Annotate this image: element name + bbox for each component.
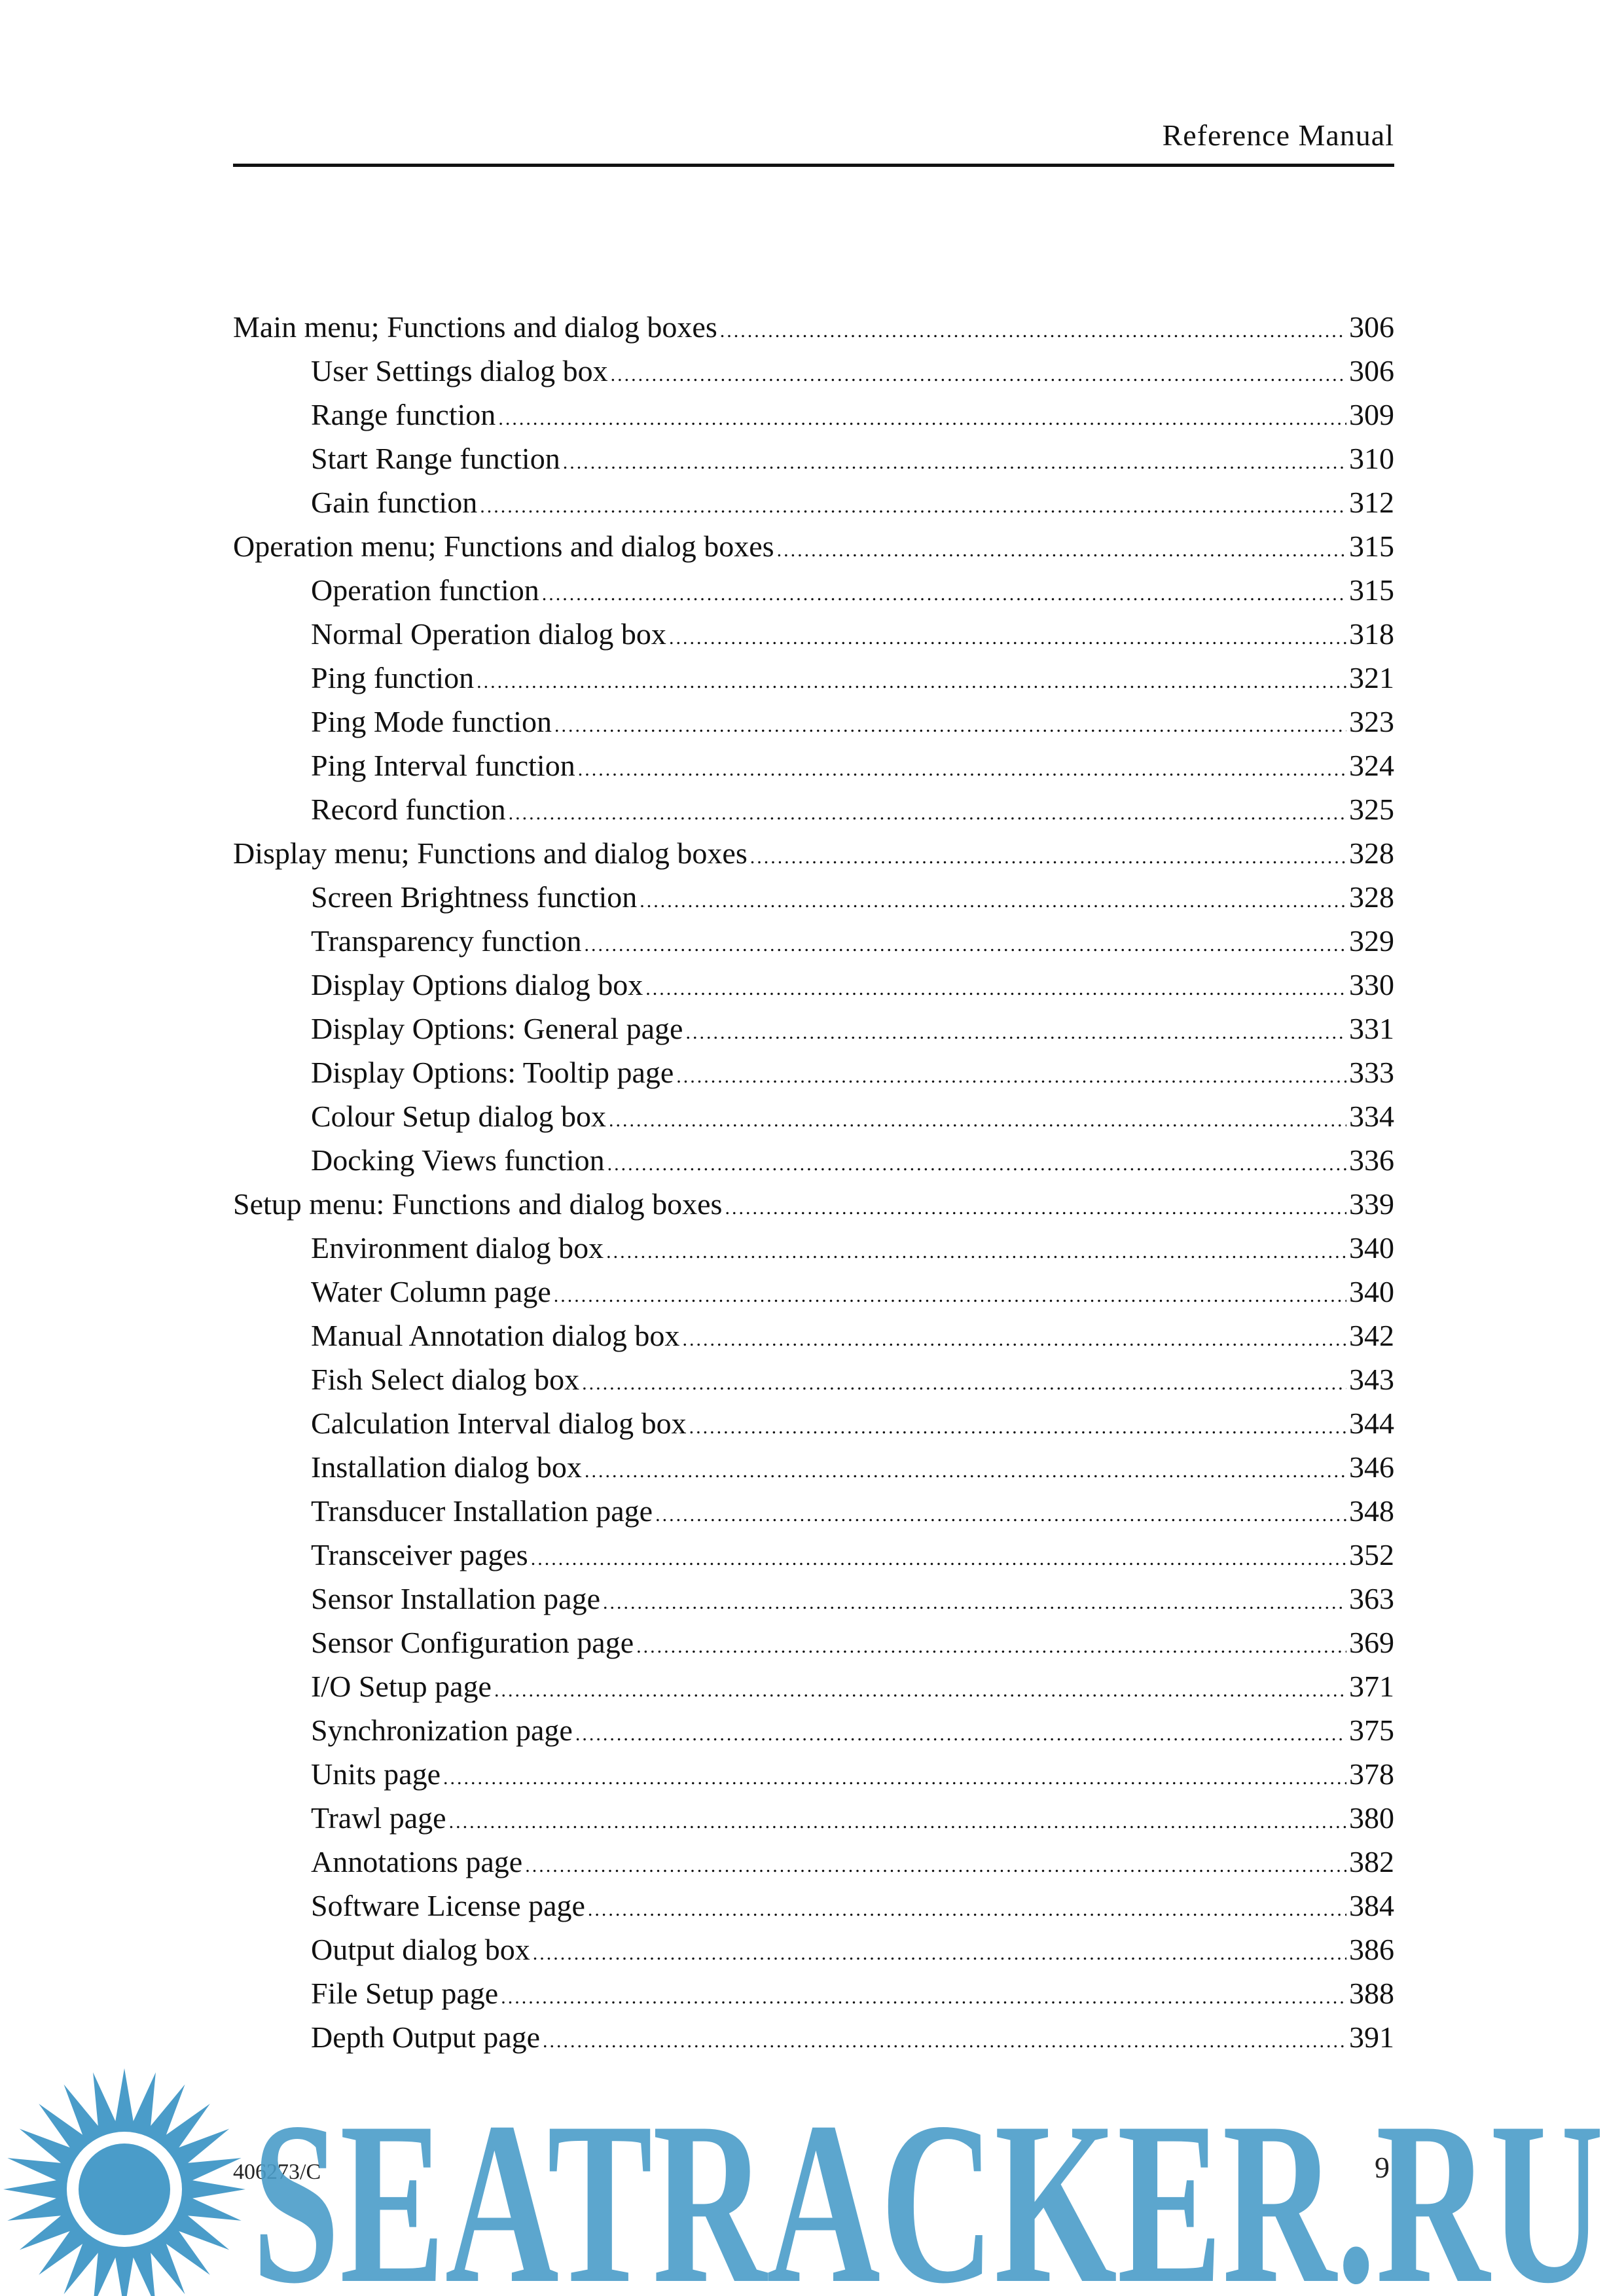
watermark-text: SEATRACKER.RU (252, 2074, 1604, 2296)
dot-leader (777, 528, 1346, 572)
toc-entry-page: 330 (1349, 968, 1394, 1001)
toc-entry[interactable] (233, 831, 1394, 875)
toc-entry-title: Software License page (311, 1889, 585, 1922)
toc-entry-title: Colour Setup dialog box (311, 1100, 607, 1133)
toc-entry[interactable] (233, 1182, 1394, 1226)
toc-entry-page: 346 (1349, 1450, 1394, 1484)
toc-entry-title: Annotations page (311, 1845, 523, 1878)
toc-entry-page: 378 (1349, 1757, 1394, 1791)
toc-entry-page: 391 (1349, 2020, 1394, 2054)
toc-entry-page: 352 (1349, 1538, 1394, 1571)
toc-entry[interactable] (233, 1708, 1394, 1752)
dot-leader (443, 1756, 1346, 1800)
toc-entry-page: 328 (1349, 836, 1394, 870)
toc-entry-page: 380 (1349, 1801, 1394, 1835)
dot-leader (501, 1975, 1346, 2019)
toc-entry[interactable] (233, 1314, 1394, 1357)
toc-entry-page: 321 (1349, 661, 1394, 694)
toc-entry[interactable] (233, 919, 1394, 963)
toc-entry-page: 340 (1349, 1231, 1394, 1265)
toc-entry[interactable] (233, 875, 1394, 919)
toc-entry-title: Transparency function (311, 924, 582, 958)
toc-entry[interactable] (233, 2015, 1394, 2059)
toc-entry-title: I/O Setup page (311, 1670, 492, 1703)
dot-leader (725, 1186, 1346, 1230)
dot-leader (498, 397, 1346, 440)
toc-entry-title: Display Options: General page (311, 1012, 683, 1045)
toc-entry[interactable] (233, 787, 1394, 831)
toc-entry-page: 344 (1349, 1407, 1394, 1440)
toc-entry-title: Start Range function (311, 442, 560, 475)
sunburst-core (79, 2144, 170, 2235)
toc-entry-title: Record function (311, 793, 506, 826)
toc-entry-title: Sensor Configuration page (311, 1626, 634, 1659)
toc-entry-title: Calculation Interval dialog box (311, 1407, 687, 1440)
toc-entry-page: 333 (1349, 1056, 1394, 1089)
toc-entry-title: Gain function (311, 486, 478, 519)
dot-leader (585, 1449, 1346, 1493)
document-code: 406273/C (233, 2160, 321, 2184)
toc-entry-page: 306 (1349, 354, 1394, 387)
toc-entry-page: 375 (1349, 1713, 1394, 1747)
toc-entry-page: 342 (1349, 1319, 1394, 1352)
toc-entry-page: 329 (1349, 924, 1394, 958)
toc-entry[interactable] (233, 568, 1394, 612)
toc-entry[interactable] (233, 524, 1394, 568)
toc-entry-page: 363 (1349, 1582, 1394, 1615)
dot-leader (682, 1318, 1346, 1361)
toc-entry-page: 323 (1349, 705, 1394, 738)
dot-leader (578, 747, 1346, 791)
dot-leader (542, 572, 1346, 616)
toc-entry-page: 306 (1349, 310, 1394, 344)
toc-entry-title: Environment dialog box (311, 1231, 604, 1265)
toc-entry-title: Installation dialog box (311, 1450, 582, 1484)
toc-entry-page: 348 (1349, 1494, 1394, 1528)
toc-entry-page: 309 (1349, 398, 1394, 431)
dot-leader (685, 1011, 1346, 1054)
dot-leader (640, 879, 1346, 923)
toc-entry-title: Trawl page (311, 1801, 446, 1835)
dot-leader (611, 353, 1346, 397)
toc-entry-page: 334 (1349, 1100, 1394, 1133)
dot-leader (689, 1405, 1346, 1449)
toc-entry[interactable] (233, 305, 1394, 349)
toc-entry-title: Range function (311, 398, 496, 431)
toc-entry[interactable] (233, 1796, 1394, 1840)
toc-entry-page: 315 (1349, 573, 1394, 607)
dot-leader (477, 660, 1346, 704)
toc-entry-title: Depth Output page (311, 2020, 541, 2054)
toc-entry-title: Output dialog box (311, 1933, 530, 1966)
toc-entry[interactable] (233, 1401, 1394, 1445)
page-number: 9 (1375, 2151, 1390, 2184)
toc-entry-title: Main menu; Functions and dialog boxes (233, 310, 717, 344)
running-header: Reference Manual (1162, 118, 1394, 152)
toc-entry-title: Water Column page (311, 1275, 551, 1308)
toc-entry-page: 324 (1349, 749, 1394, 782)
toc-entry-page: 318 (1349, 617, 1394, 651)
toc-entry[interactable] (233, 1840, 1394, 1884)
toc-entry[interactable] (233, 656, 1394, 700)
toc-entry-title: Ping Mode function (311, 705, 552, 738)
toc-entry-page: 310 (1349, 442, 1394, 475)
toc-entry-page: 384 (1349, 1889, 1394, 1922)
toc-entry-page: 386 (1349, 1933, 1394, 1966)
toc-entry-title: User Settings dialog box (311, 354, 608, 387)
toc-entry-page: 328 (1349, 880, 1394, 914)
toc-entry-page: 339 (1349, 1187, 1394, 1221)
dot-leader (525, 1844, 1346, 1888)
toc-entry-page: 340 (1349, 1275, 1394, 1308)
dot-leader (575, 1712, 1346, 1756)
toc-entry[interactable] (233, 1664, 1394, 1708)
toc-entry-page: 382 (1349, 1845, 1394, 1878)
toc-entry-title: Display Options: Tooltip page (311, 1056, 674, 1089)
toc-entry[interactable] (233, 1445, 1394, 1489)
toc-entry[interactable] (233, 1971, 1394, 2015)
dot-leader (606, 1230, 1346, 1274)
watermark-logo (0, 2055, 1624, 2296)
toc-entry-title: Manual Annotation dialog box (311, 1319, 680, 1352)
toc-entry-title: Synchronization page (311, 1713, 573, 1747)
dot-leader (563, 440, 1346, 484)
toc-entry-page: 388 (1349, 1977, 1394, 2010)
toc-entry-page: 371 (1349, 1670, 1394, 1703)
toc-entry-title: Operation menu; Functions and dialog boxes (233, 529, 774, 563)
toc-entry-title: Transducer Installation page (311, 1494, 653, 1528)
toc-entry[interactable] (233, 963, 1394, 1007)
toc-entry[interactable] (233, 1489, 1394, 1533)
toc-entry-title: Normal Operation dialog box (311, 617, 666, 651)
toc-entry[interactable] (233, 1138, 1394, 1182)
toc-entry[interactable] (233, 437, 1394, 480)
toc-entry-title: Ping Interval function (311, 749, 575, 782)
toc-entry-page: 312 (1349, 486, 1394, 519)
toc-entry[interactable] (233, 1621, 1394, 1664)
toc-entry[interactable] (233, 1226, 1394, 1270)
toc-entry-title: Ping function (311, 661, 475, 694)
dot-leader (720, 309, 1346, 353)
toc-entry-title: Display Options dialog box (311, 968, 643, 1001)
toc-entry[interactable] (233, 1533, 1394, 1577)
toc-entry-page: 336 (1349, 1143, 1394, 1177)
dot-leader (480, 484, 1346, 528)
dot-leader (645, 967, 1346, 1011)
toc-entry-title: Transceiver pages (311, 1538, 528, 1571)
toc-entry-title: Sensor Installation page (311, 1582, 601, 1615)
toc-entry-title: File Setup page (311, 1977, 499, 2010)
table-of-contents (233, 305, 1394, 2059)
dot-leader (449, 1800, 1346, 1844)
dot-leader (582, 1361, 1346, 1405)
toc-entry[interactable] (233, 349, 1394, 393)
toc-entry[interactable] (233, 1357, 1394, 1401)
dot-leader (669, 616, 1346, 660)
toc-entry-title: Screen Brightness function (311, 880, 638, 914)
toc-entry-page: 331 (1349, 1012, 1394, 1045)
dot-leader (531, 1537, 1346, 1581)
toc-entry[interactable] (233, 1094, 1394, 1138)
toc-entry-title: Setup menu: Functions and dialog boxes (233, 1187, 723, 1221)
toc-entry-title: Display menu; Functions and dialog boxes (233, 836, 748, 870)
toc-entry[interactable] (233, 744, 1394, 787)
toc-entry[interactable] (233, 393, 1394, 437)
toc-entry[interactable] (233, 612, 1394, 656)
toc-entry[interactable] (233, 1884, 1394, 1928)
dot-leader (603, 1581, 1346, 1624)
dot-leader (509, 791, 1346, 835)
dot-leader (655, 1493, 1346, 1537)
toc-entry[interactable] (233, 1007, 1394, 1050)
sunburst-icon (3, 2068, 245, 2296)
header-rule (233, 164, 1394, 167)
toc-entry-title: Units page (311, 1757, 441, 1791)
dot-leader (636, 1624, 1346, 1668)
toc-entry-page: 325 (1349, 793, 1394, 826)
toc-entry-title: Operation function (311, 573, 539, 607)
dot-leader (750, 835, 1346, 879)
dot-leader (609, 1098, 1346, 1142)
dot-leader (584, 923, 1346, 967)
toc-entry-page: 315 (1349, 529, 1394, 563)
toc-entry[interactable] (233, 1050, 1394, 1094)
toc-entry[interactable] (233, 1928, 1394, 1971)
toc-entry-title: Fish Select dialog box (311, 1363, 580, 1396)
toc-entry-title: Docking Views function (311, 1143, 605, 1177)
toc-entry[interactable] (233, 480, 1394, 524)
dot-leader (588, 1888, 1346, 1931)
dot-leader (676, 1054, 1346, 1098)
toc-entry-page: 343 (1349, 1363, 1394, 1396)
dot-leader (554, 1274, 1346, 1318)
toc-entry[interactable] (233, 1577, 1394, 1621)
dot-leader (607, 1142, 1346, 1186)
toc-entry[interactable] (233, 1752, 1394, 1796)
dot-leader (554, 704, 1346, 747)
dot-leader (494, 1668, 1346, 1712)
dot-leader (533, 1931, 1346, 1975)
toc-entry[interactable] (233, 1270, 1394, 1314)
toc-entry[interactable] (233, 700, 1394, 744)
toc-entry-page: 369 (1349, 1626, 1394, 1659)
